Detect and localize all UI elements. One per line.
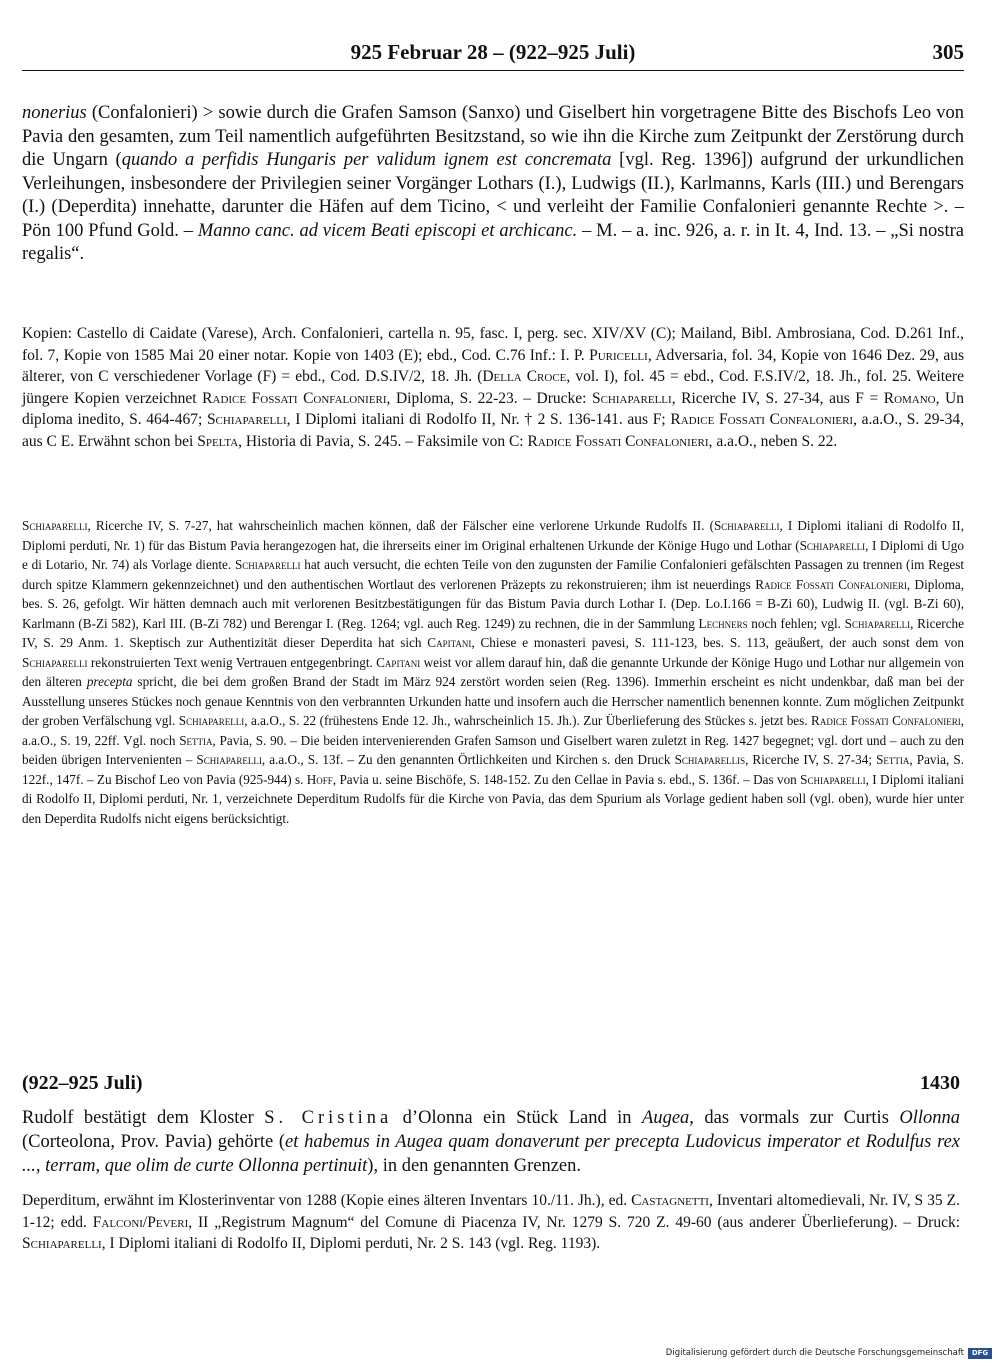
commentary-text: , Pavia, S. 90. – Die beiden intervenierenden Grafen Samson und Giselbert waren zuletzt in Reg. 1427 begegnet; vgl. dort und – auch zu den beiden übrigen Intervenienten –: [22, 732, 964, 767]
author-name: Capitani: [376, 654, 421, 670]
regest-text: Rudolf bestätigt dem Kloster: [22, 1108, 265, 1128]
regest-text: – M. – a. inc. 926, a. r. in It. 4, Ind. 13. – „Si nostra regalis“.: [22, 220, 964, 264]
commentary-text: , Chiese e monasteri pavesi, S. 111-123, bes. S. 113, geäußert, der auch sonst dem von: [471, 635, 964, 650]
regest-text: S. Cristina: [264, 1108, 393, 1128]
deperditum-text: , II „Registrum Magnum“ del Comune di Piacenza IV, Nr. 1279 S. 720 Z. 49-60 (aus anderer Überlieferung). – Druck:: [188, 1213, 960, 1231]
regest-text: Augea: [642, 1108, 690, 1128]
author-name: Capitani: [427, 635, 472, 650]
author-name: Schiaparelli: [178, 713, 245, 728]
regest-text: (Corteolona, Prov. Pavia) gehörte (: [22, 1132, 286, 1152]
regest-text: d’Olonna ein Stück Land in: [392, 1108, 643, 1128]
commentary-text: , Ricerche IV, S. 27-34;: [745, 752, 877, 767]
regest-text: Manno canc. ad vicem Beati episcopi et archicanc.: [197, 220, 578, 241]
commentary-text: hat auch versucht, die echten Teile von den zugunsten der Familie Confalonieri gefälschten Passagen zu trennen (im Regest durch spitze Klammern gekennzeichnet) und den authentischen Wortlaut des verlorenen Präzepts zu rekonstruieren; ihm ist neuerdings: [22, 557, 964, 592]
commentary-paragraph: [22, 516, 964, 828]
author-name: Radice Fossati Confalonieri: [670, 411, 854, 428]
regest-text: nonerius: [22, 103, 87, 123]
author-name: Schiaparellis: [674, 752, 746, 767]
regest-text: quando a perfidis Hungaris per validum ignem est concremata: [121, 150, 612, 170]
author-name: Schiaparelli: [799, 537, 866, 553]
commentary-text: spricht, die bei dem großen Brand der Stadt im März 924 zerstört worden seien (Reg. 1396). Immerhin erscheint es nicht undenkbar, daß man bei der Ausstellung unseres Stückes noch genaue Kenntnis von den verbrannten Urkunden hatte und insofern auch die Herrscher namentlich benennen konnte. Zum möglichen Zeitpunkt der groben Verfälschung vgl.: [22, 674, 964, 728]
author-name: Spelta: [197, 432, 239, 450]
author-name: Castagnetti: [631, 1192, 709, 1209]
author-name: Settia: [876, 752, 910, 767]
author-name: Schiaparelli: [206, 411, 287, 428]
author-name: Falconi/Peveri: [92, 1213, 189, 1231]
running-header: [22, 38, 964, 71]
author-name: Schiaparelli: [800, 771, 866, 787]
kopien-text: , I Diplomi italiani di Rodolfo II, Nr. † 2 S. 136-141. aus F;: [286, 411, 671, 428]
commentary-text: , I Diplomi italiani di Rodolfo II, Diplomi perduti, Nr. 1) für das Bistum Pavia herangezogen hat, die ihrerseits einer im Original erhaltenen Urkunde der Könige Hugo und Lothar (: [22, 518, 964, 553]
page-number: 305: [932, 40, 964, 64]
commentary-text: , a.a.O., S. 13f. – Zu den genannten Örtlichkeiten und Kirchen s. den Druck: [261, 752, 675, 767]
regest-text: (Confalonieri) > sowie durch die Grafen Samson (Sanxo) und Giselbert hin vorgetragene Bitte des Bischofs Leo von Pavia den gesamten, zum Teil namentlich aufgeführten Besitzstand, so wie ihn die Kirche zum Zeitpunkt der Zerstörung durch die Ungarn (: [22, 103, 964, 170]
author-name: Lechners: [698, 615, 748, 631]
commentary-text: , a.a.O., S. 19, 22ff. Vgl. noch: [22, 713, 964, 748]
author-name: Puricelli: [589, 346, 648, 364]
commentary-text: , Ricerche IV, S. 29 Anm. 1. Skeptisch zur Authentizität dieser Deperdita hat sich: [22, 615, 964, 650]
kopien-text: , Un diploma inedito, S. 464-467;: [22, 389, 964, 428]
author-name: Romano: [883, 389, 936, 407]
author-name: Schiaparelli: [713, 518, 780, 533]
kopien-text: , a.a.O., neben S. 22.: [708, 432, 838, 450]
author-name: Schiaparelli: [22, 518, 88, 533]
footer-text: Digitalisierung gefördert durch die Deutsche Forschungsgemeinschaft: [665, 1348, 964, 1358]
kopien-text: , Ricerche IV, S. 27-34, aus F =: [671, 389, 884, 407]
regest-text: , das vormals zur Curtis: [689, 1108, 900, 1128]
commentary-text: precepta: [86, 674, 133, 689]
commentary-text: , Ricerche IV, S. 7-27, hat wahrscheinlich machen können, daß der Fälscher eine verlorene Urkunde Rudolfs II. (: [87, 518, 714, 533]
kopien-text: , a.a.O., S. 29-34, aus C E. Erwähnt schon bei: [22, 411, 964, 450]
author-name: Schiaparelli: [591, 389, 672, 407]
author-name: Radice Fossati Confalonieri: [755, 576, 907, 592]
entry-date: (922–925 Juli): [22, 1072, 143, 1094]
kopien-paragraph: [22, 323, 964, 452]
author-name: Radice Fossati Confalonieri: [202, 389, 387, 407]
commentary-text: weist vor allem darauf hin, daß die genannte Urkunde der Könige Hugo und Lothar nur allgemein von den älteren: [22, 654, 964, 689]
author-name: Schiaparelli: [844, 615, 911, 631]
commentary-text: , Pavia, S. 122f., 147f. – Zu Bischof Leo von Pavia (925-944) s.: [22, 752, 965, 787]
deperditum-text: , Inventari altomedievali, Nr. IV, S 35 Z. 1-12; edd.: [22, 1192, 960, 1231]
regest-paragraph-1429: [22, 102, 964, 267]
author-name: Schiaparelli: [234, 557, 301, 572]
regest-text: et habemus in Augea quam donaverunt per precepta Ludovicus imperator et Rodulfus rex ..., terram, que olim de curte Ollonna pertinuit: [22, 1132, 961, 1176]
header-title: 925 Februar 28 – (922–925 Juli): [350, 40, 636, 64]
commentary-text: rekonstruierten Text wenig Vertrauen entgegenbringt.: [87, 654, 377, 670]
digitization-footer: [666, 1346, 992, 1360]
commentary-text: , Pavia u. seine Bischöfe, S. 148-152. Zu den Cellae in Pavia s. ebd., S. 136f. – Das von: [332, 771, 801, 787]
author-name: Radice Fossati Confalonieri: [811, 713, 961, 728]
deperditum-paragraph: [22, 1190, 960, 1255]
commentary-text: , I Diplomi di Ugo e di Lotario, Nr. 74) als Vorlage diente.: [22, 537, 964, 572]
commentary-text: , I Diplomi italiani di Rodolfo II, Diplomi perduti, Nr. 1, verzeichnete Deperditum Rudolfs für die Kirche von Pavia, das dem Spurium als Vorlage gedient haben soll (vgl. oben), wurde hier unter den Deperdita Rudolfs nicht eigens berücksichtigt.: [22, 771, 964, 826]
kopien-text: , Adversaria, fol. 34, Kopie von 1646 Dez. 29, aus älterer, von C verschiedener Vorlage (F) = ebd., Cod. D.S.IV/2, 18. Jh. (: [22, 346, 965, 385]
regest-text: ), in den genannten Grenzen.: [367, 1156, 581, 1176]
kopien-text: Kopien: Castello di Caidate (Varese), Arch. Confalonieri, cartella n. 95, fasc. I, perg. sec. XIV/XV (C); Mailand, Bibl. Ambrosiana, Cod. D.261 Inf., fol. 7, Kopie von 1585 Mai 20 einer notar. Kopie von 1403 (E); ebd., Cod. C.76 Inf.: I. P.: [22, 325, 964, 364]
kopien-text: , Historia di Pavia, S. 245. – Faksimile von C:: [238, 432, 528, 450]
deperditum-text: , I Diplomi italiani di Rodolfo II, Diplomi perduti, Nr. 2 S. 143 (vgl. Reg. 1193).: [101, 1235, 601, 1252]
author-name: Radice Fossati Confalonieri: [527, 432, 709, 450]
regest-text: Ollonna: [899, 1108, 960, 1128]
entry-heading-1430: [22, 1072, 960, 1098]
author-name: Settia: [179, 732, 213, 748]
entry-number: 1430: [920, 1072, 960, 1094]
regest-text: [vgl. Reg. 1396]) aufgrund der urkundlichen Verleihungen, insbesondere der Privilegien seiner Vorgänger Lothars (I.), Ludwigs (II.), Karlmanns, Karls (III.) und Berengars (I.) (Deperdita) innehatte, darunter die Häfen auf dem Ticino, < und verleiht der Familie Confalonieri genannte Rechte >. – Pön 100 Pfund Gold. –: [22, 150, 964, 241]
deperditum-text: Deperditum, erwähnt im Klosterinventar von 1288 (Kopie eines älteren Inventars 10./11. Jh.), ed.: [22, 1192, 632, 1209]
author-name: Schiaparelli: [22, 654, 88, 670]
commentary-text: noch fehlen; vgl.: [747, 615, 845, 631]
commentary-text: , a.a.O., S. 22 (frühestens Ende 12. Jh., wahrscheinlich 15. Jh.). Zur Überlieferung des Stückes s. jetzt bes.: [244, 713, 812, 728]
author-name: Schiaparelli: [196, 752, 262, 767]
commentary-text: , Diploma, bes. S. 26, gefolgt. Wir hätten demnach auch mit verlorenen Besitzbestätigungen für das Bistum Pavia durch Lothar I. (Dep. Lo.I.166 = B-Zi 60), Ludwig II. (vgl. B-Zi 60), Karlmann (B-Zi 582), Karl III. (B-Zi 782) und Berengar I. (Reg. 1264; vgl. auch Reg. 1249) zu rechnen, die in der Sammlung: [22, 576, 965, 631]
regest-paragraph-1430: [22, 1106, 960, 1178]
kopien-text: , Diploma, S. 22-23. – Drucke:: [386, 389, 592, 407]
dfg-logo-icon: DFG: [968, 1348, 992, 1359]
kopien-text: , vol. I), fol. 45 = ebd., Cod. F.S.IV/2, 18. Jh., fol. 25. Weitere jüngere Kopien verzeichnet: [22, 368, 964, 407]
author-name: Della Croce: [482, 368, 567, 385]
author-name: Hoff: [306, 771, 333, 787]
author-name: Schiaparelli: [22, 1235, 102, 1252]
